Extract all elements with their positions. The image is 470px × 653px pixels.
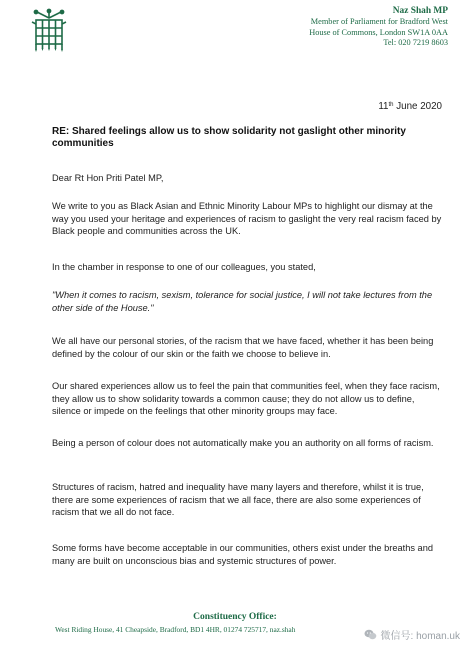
mp-telephone: Tel: 020 7219 8603 [383, 38, 448, 48]
watermark-text: 微信号: homan.uk [380, 631, 460, 642]
watermark [364, 627, 460, 642]
paragraph-forms: Some forms have become acceptable in our communities, others exist under the breaths and many are built on unconscious bias and systemic structures of power. [52, 543, 433, 566]
footer-address: West Riding House, 41 Cheapside, Bradford, BD1 4HR, 01274 725717, naz.shah [55, 625, 296, 634]
paragraph-structures: Structures of racism, hatred and inequality have many layers and therefore, whilst it is true, there are some experiences of racism that we all face, there are also some experiences of racism that we all do not face. [52, 482, 424, 518]
date-rest: June 2020 [393, 101, 442, 112]
subject-line: RE: Shared feelings allow us to show solidarity not gaslight other minority communities [52, 126, 406, 150]
date-suffix: th [388, 102, 394, 108]
paragraph-quote: "When it comes to racism, sexism, tolerance for social justice, I will not take lectures from the other side of the House." [52, 290, 433, 313]
letterhead [218, 5, 448, 49]
paragraph-colour: Being a person of colour does not automatically make you an authority on all forms of racism. [52, 438, 434, 448]
paragraph-stories: We all have our personal stories, of the racism that we have faced, whether it has been being defined by the colour of our skin or the faith we choose to believe in. [52, 336, 434, 359]
portcullis-icon [30, 8, 68, 54]
paragraph-shared: Our shared experiences allow us to feel the pain that communities feel, when they face racism, they allow us to show solidarity towards a common cause; they do not allow us to define, silence or impede on the feelings that other minority groups may face. [52, 381, 440, 417]
mp-name: Naz Shah MP [392, 6, 448, 16]
salutation: Dear Rt Hon Priti Patel MP, [52, 173, 164, 183]
mp-address: House of Commons, London SW1A 0AA [309, 27, 448, 37]
paragraph-chamber: In the chamber in response to one of our colleagues, you stated, [52, 262, 316, 272]
footer-title: Constituency Office: [193, 612, 277, 622]
paragraph-intro: We write to you as Black Asian and Ethnic Minority Labour MPs to highlight our dismay at the way you used your heritage and experiences of racism to gaslight the very real racism faced by Black people and communities across the UK. [52, 201, 442, 237]
letter-body [52, 172, 444, 566]
mp-role: Member of Parliament for Bradford West [310, 17, 448, 26]
letter-date [378, 101, 442, 112]
date-day: 11 [378, 101, 389, 112]
wechat-icon [364, 628, 377, 641]
